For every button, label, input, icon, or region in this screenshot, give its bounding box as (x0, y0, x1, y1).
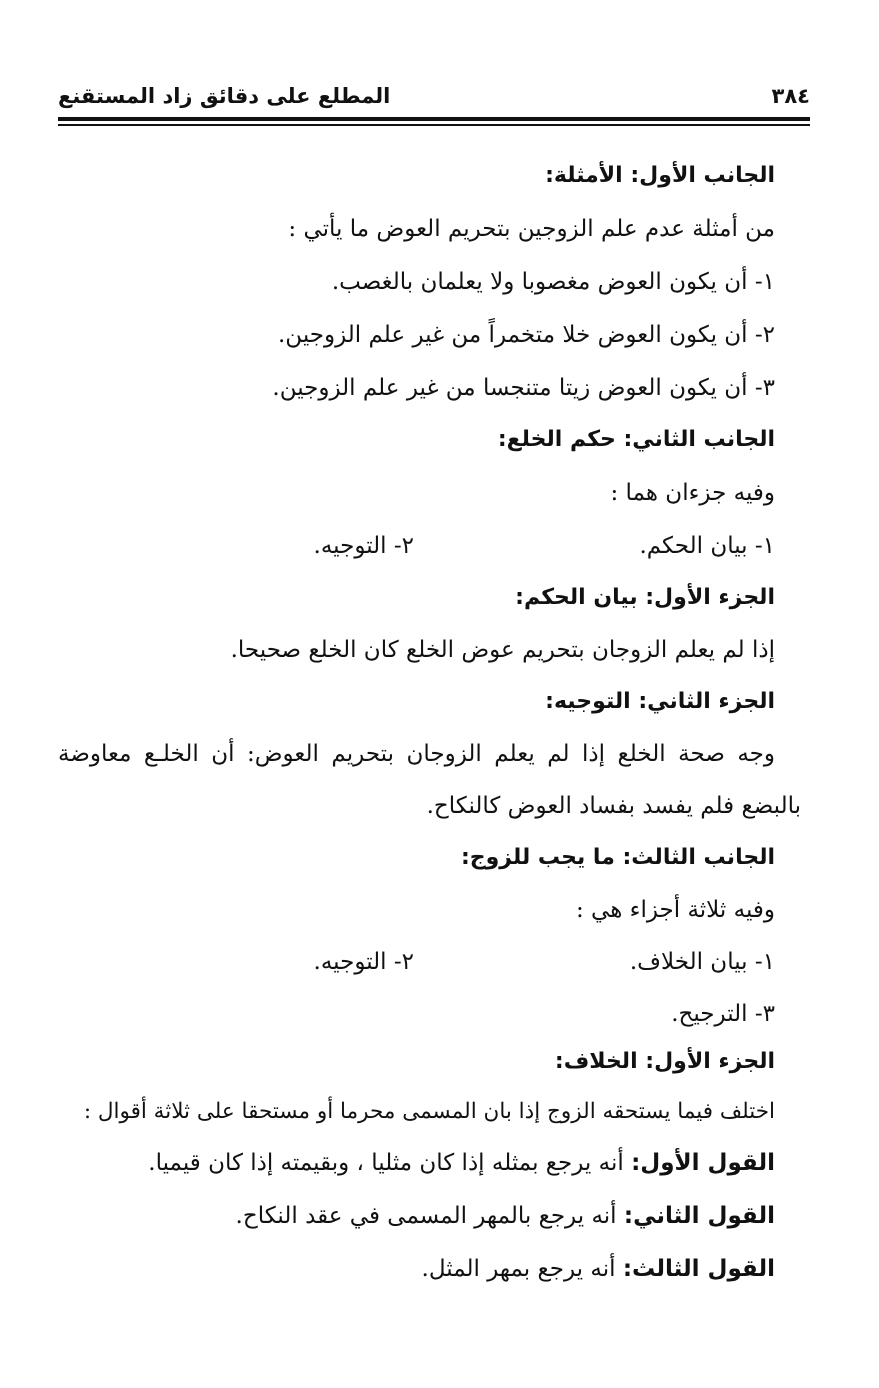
opinion-1-label: القول الأول: (631, 1150, 775, 1176)
paragraph-ruling: إذا لم يعلم الزوجان بتحريم عوض الخلع كان الخلع صحيحا. (230, 637, 775, 663)
book-title: المطلع على دقائق زاد المستقنع (58, 84, 391, 108)
opinion-3 (422, 1253, 775, 1285)
subsection-heading-disagreement: الجزء الأول: الخلاف: (554, 1049, 775, 1074)
example-item-1: ١- أن يكون العوض مغصوبا ولا يعلمان بالغصب. (331, 269, 775, 295)
paragraph-justification-line-2: بالبضع فلم يفسد بفساد العوض كالنكاح. (426, 793, 801, 819)
list-item-husband-due-3: ٣- الترجيح. (671, 1001, 775, 1027)
opinion-3-label: القول الثالث: (622, 1256, 775, 1282)
subsection-heading-justification: الجزء الثاني: التوجيه: (545, 689, 775, 714)
list-item-ruling-1: ١- بيان الحكم. (639, 533, 775, 559)
subsection-heading-ruling: الجزء الأول: بيان الحكم: (515, 585, 775, 610)
paragraph-examples-intro: من أمثلة عدم علم الزوجين بتحريم العوض ما يأتي : (288, 216, 775, 242)
opinion-3-text: أنه يرجع بمهر المثل. (421, 1256, 616, 1282)
paragraph-disagreement: اختلف فيما يستحقه الزوج إذا بان المسمى محرما أو مستحقا على ثلاثة أقوال : (83, 1099, 775, 1124)
opinion-2-text: أنه يرجع بالمهر المسمى في عقد النكاح. (235, 1203, 617, 1229)
opinion-1 (148, 1147, 775, 1179)
opinion-2 (236, 1200, 775, 1232)
header-rule-thick (58, 117, 810, 121)
list-item-husband-due-1: ١- بيان الخلاف. (629, 949, 775, 975)
page-number: ٣٨٤ (771, 84, 810, 108)
example-item-2: ٢- أن يكون العوض خلا متخمراً من غير علم الزوجين. (278, 322, 775, 348)
section-heading-examples: الجانب الأول: الأمثلة: (545, 163, 775, 188)
section-heading-ruling: الجانب الثاني: حكم الخلع: (497, 427, 775, 452)
opinion-1-text: أنه يرجع بمثله إذا كان مثليا ، وبقيمته إذا كان قيميا. (148, 1150, 624, 1176)
paragraph-justification-line-1: وجه صحة الخلع إذا لم يعلم الزوجان بتحريم العوض: أن الخلـع معاوضة (58, 741, 775, 767)
paragraph-ruling-intro: وفيه جزءان هما : (610, 480, 775, 506)
paragraph-husband-due-intro: وفيه ثلاثة أجزاء هي : (575, 897, 775, 923)
running-header (58, 78, 810, 118)
list-item-ruling-2: ٢- التوجيه. (313, 533, 414, 559)
example-item-3: ٣- أن يكون العوض زيتا متنجسا من غير علم الزوجين. (272, 375, 775, 401)
header-rule-thin (58, 124, 810, 126)
opinion-2-label: القول الثاني: (623, 1203, 775, 1229)
list-item-husband-due-2: ٢- التوجيه. (313, 949, 414, 975)
section-heading-husband-due: الجانب الثالث: ما يجب للزوج: (460, 845, 775, 870)
